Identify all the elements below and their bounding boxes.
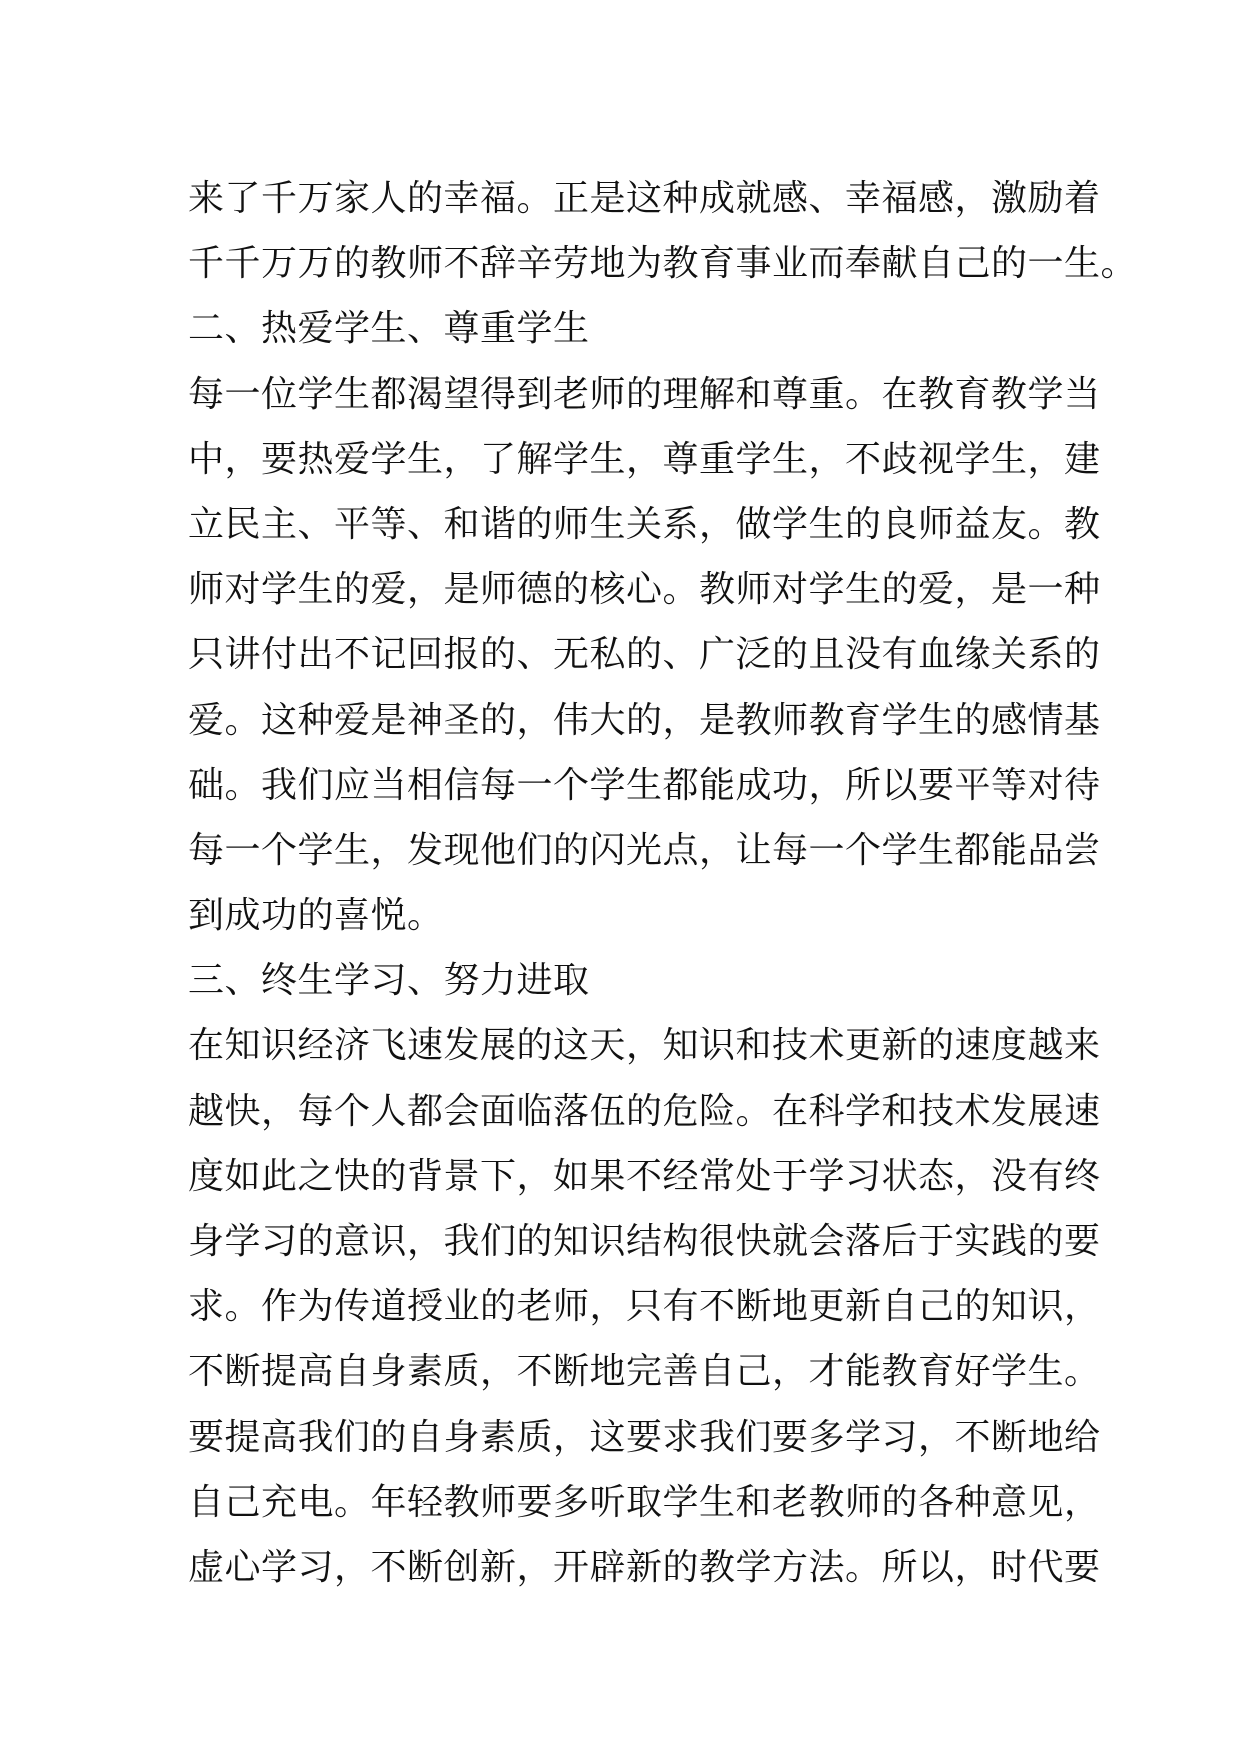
text-line: 只讲付出不记回报的、无私的、广泛的且没有血缘关系的: [188, 634, 1101, 676]
text-line: 师对学生的爱，是师德的核心。教师对学生的爱，是一种: [188, 569, 1101, 611]
text-line: 在知识经济飞速发展的这天，知识和技术更新的速度越来: [188, 1025, 1101, 1067]
text-line: 础。我们应当相信每一个学生都能成功，所以要平等对待: [188, 764, 1101, 806]
section-heading: 二、热爱学生、尊重学生: [188, 308, 590, 350]
text-line: 自己充电。年轻教师要多听取学生和老教师的各种意见，: [188, 1481, 1101, 1523]
text-line: 求。作为传道授业的老师，只有不断地更新自己的知识，: [188, 1286, 1101, 1328]
text-line: 度如此之快的背景下，如果不经常处于学习状态，没有终: [188, 1155, 1101, 1197]
text-line: 每一位学生都渴望得到老师的理解和尊重。在教育教学当: [188, 373, 1101, 415]
section-heading: 三、终生学习、努力进取: [188, 960, 590, 1002]
text-line: 爱。这种爱是神圣的，伟大的，是教师教育学生的感情基: [188, 699, 1101, 741]
text-line: 来了千万家人的幸福。正是这种成就感、幸福感，激励着: [188, 178, 1101, 219]
text-line: 不断提高自身素质，不断地完善自己，才能教育好学生。: [188, 1351, 1101, 1393]
text-line: 越快，每个人都会面临落伍的危险。在科学和技术发展速: [188, 1090, 1101, 1132]
text-line: 立民主、平等、和谐的师生关系，做学生的良师益友。教: [188, 503, 1101, 545]
text-line: 虚心学习，不断创新，开辟新的教学方法。所以，时代要: [188, 1546, 1101, 1588]
body-text: [188, 166, 1138, 1600]
text-line: 到成功的喜悦。: [188, 895, 444, 937]
text-line: 身学习的意识，我们的知识结构很快就会落后于实践的要: [188, 1221, 1101, 1262]
text-line: 千千万万的教师不辞辛劳地为教育事业而奉献自己的一生。: [188, 243, 1138, 285]
text-line: 要提高我们的自身素质，这要求我们要多学习，不断地给: [188, 1416, 1101, 1458]
text-line: 每一个学生，发现他们的闪光点，让每一个学生都能品尝: [188, 829, 1101, 871]
text-line: 中，要热爱学生，了解学生，尊重学生，不歧视学生，建: [188, 438, 1101, 480]
